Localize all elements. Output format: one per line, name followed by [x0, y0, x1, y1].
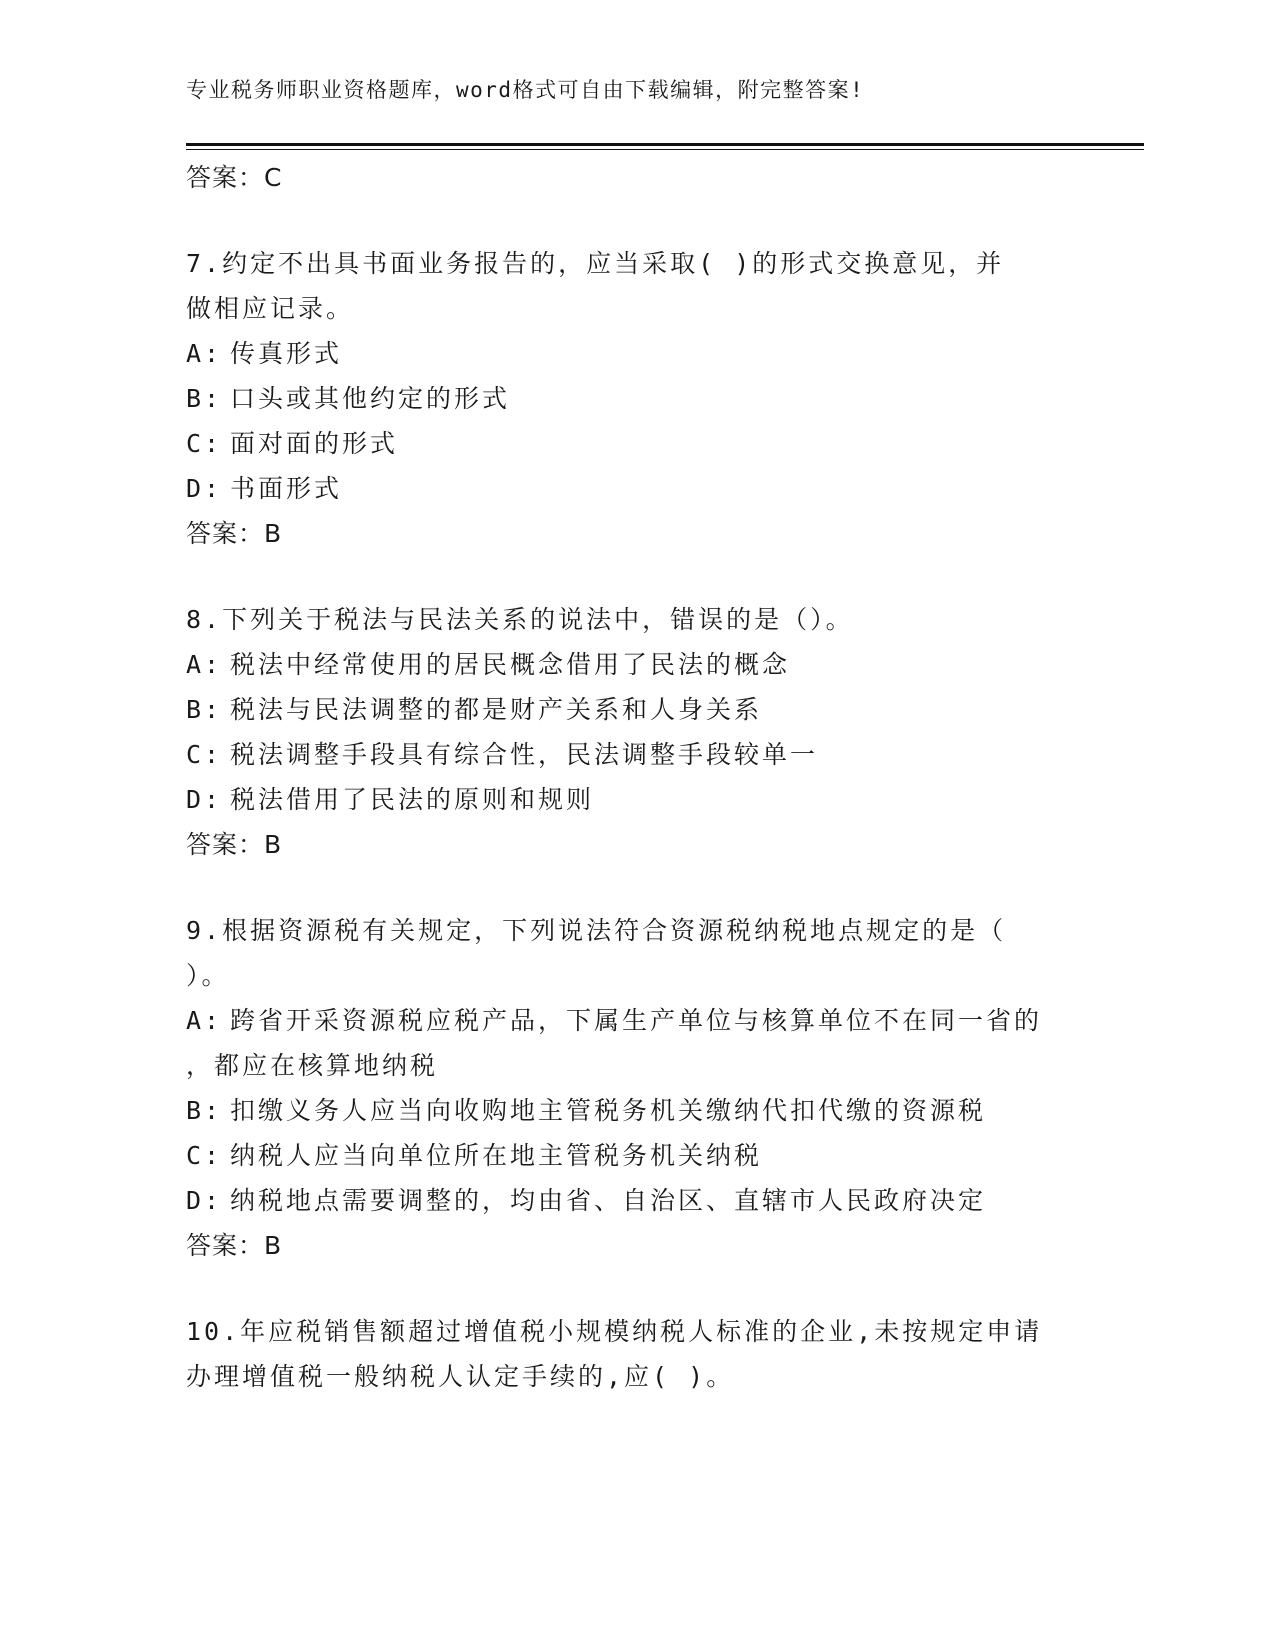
question-text: 10.年应税销售额超过增值税小规模纳税人标准的企业,未按规定申请	[186, 1317, 1043, 1346]
answer-line: 答案：B	[186, 1231, 283, 1260]
option-letter: B:	[186, 384, 223, 413]
option-text: 纳税地点需要调整的，均由省、自治区、直辖市人民政府决定	[230, 1186, 987, 1215]
option-letter: B:	[186, 695, 223, 724]
option-d	[186, 777, 1086, 822]
option-a	[186, 998, 1086, 1043]
question-7	[186, 241, 1086, 556]
document-body	[186, 155, 1086, 1399]
option-a-continued	[186, 1043, 1086, 1088]
option-b	[186, 1088, 1086, 1133]
question-text: 办理增值税一般纳税人认定手续的,应( )。	[186, 1362, 735, 1391]
option-letter: B:	[186, 1096, 223, 1125]
option-letter: D:	[186, 785, 223, 814]
question-text: ）。	[186, 961, 230, 990]
option-a	[186, 331, 1086, 376]
option-b	[186, 376, 1086, 421]
question-8	[186, 597, 1086, 867]
option-a	[186, 642, 1086, 687]
option-letter: A:	[186, 1006, 223, 1035]
option-text: 面对面的形式	[230, 429, 399, 458]
option-text: 税法借用了民法的原则和规则	[230, 785, 595, 814]
header-rule-thick	[186, 143, 1144, 146]
option-text: 传真形式	[230, 339, 343, 368]
option-letter: C:	[186, 429, 223, 458]
option-text: 税法调整手段具有综合性，民法调整手段较单一	[230, 740, 819, 769]
option-d	[186, 466, 1086, 511]
question-text: 9.根据资源税有关规定，下列说法符合资源税纳税地点规定的是（	[186, 916, 1007, 945]
option-text: 口头或其他约定的形式	[230, 384, 511, 413]
header-rule-thin	[186, 149, 1144, 150]
question-text: 做相应记录。	[186, 294, 355, 323]
option-letter: A:	[186, 650, 223, 679]
option-c	[186, 732, 1086, 777]
option-letter: C:	[186, 1141, 223, 1170]
option-text: 扣缴义务人应当向收购地主管税务机关缴纳代扣代缴的资源税	[230, 1096, 987, 1125]
answer-line: 答案：B	[186, 519, 283, 548]
option-b	[186, 687, 1086, 732]
answer-line: 答案：B	[186, 830, 283, 859]
option-text: 跨省开采资源税应税产品，下属生产单位与核算单位不在同一省的	[230, 1006, 1043, 1035]
option-text: 纳税人应当向单位所在地主管税务机关纳税	[230, 1141, 763, 1170]
option-c	[186, 1133, 1086, 1178]
option-d	[186, 1178, 1086, 1223]
answer-line: 答案：C	[186, 163, 283, 192]
question-text: 7.约定不出具书面业务报告的，应当采取( )的形式交换意见，并	[186, 249, 1005, 278]
option-text: 税法与民法调整的都是财产关系和人身关系	[230, 695, 763, 724]
option-letter: D:	[186, 1186, 223, 1215]
option-c	[186, 421, 1086, 466]
option-letter: C:	[186, 740, 223, 769]
option-letter: A:	[186, 339, 223, 368]
option-letter: D:	[186, 474, 223, 503]
page-header-note: 专业税务师职业资格题库，word格式可自由下载编辑，附完整答案!	[186, 78, 865, 102]
option-text: 税法中经常使用的居民概念借用了民法的概念	[230, 650, 791, 679]
question-9	[186, 908, 1086, 1268]
option-text: 书面形式	[230, 474, 343, 503]
option-text: ，都应在核算地纳税	[186, 1051, 439, 1080]
question-10	[186, 1309, 1086, 1399]
question-text: 8.下列关于税法与民法关系的说法中，错误的是（）。	[186, 605, 854, 634]
